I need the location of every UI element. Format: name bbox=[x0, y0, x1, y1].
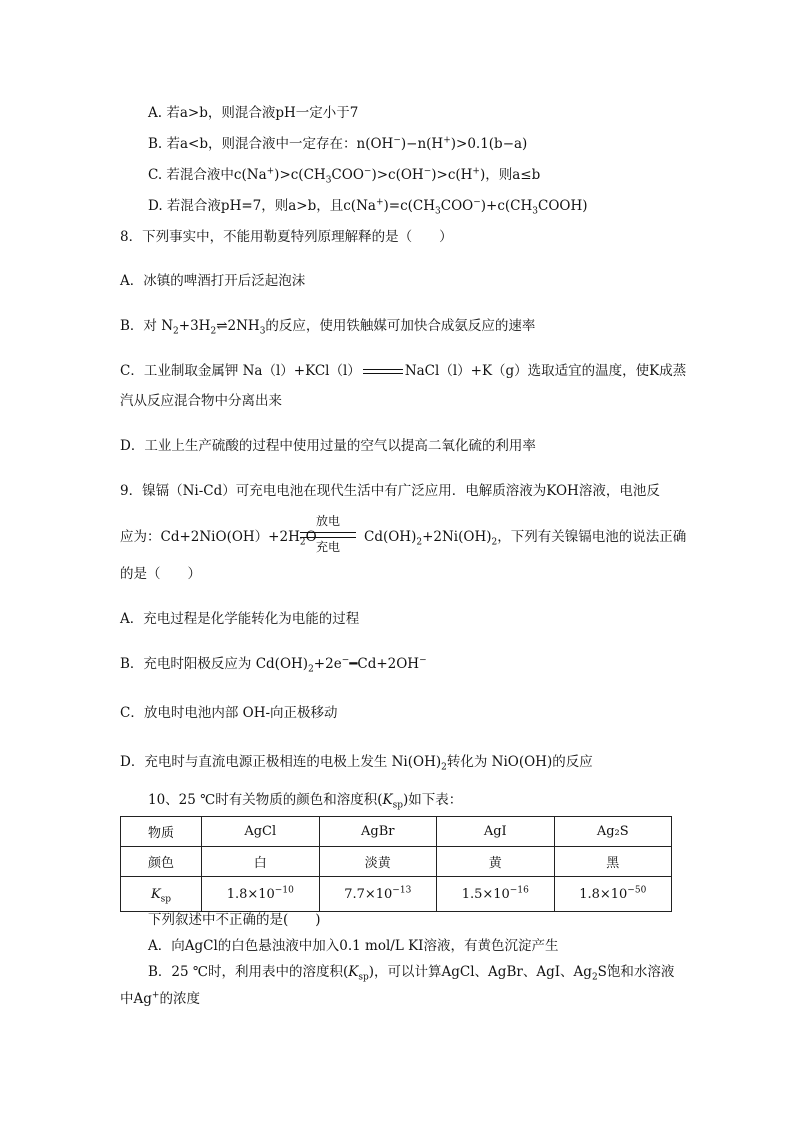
table-cell: AgBr bbox=[319, 817, 437, 847]
condition-discharge: 放电 bbox=[315, 514, 340, 528]
q9-stem-line2-right: $Cd(OH)_2+2Ni(OH)_2$，下列有关镍镉电池的说法正确 bbox=[364, 529, 687, 548]
table-cell: AgI bbox=[437, 817, 555, 847]
condition-charge: 充电 bbox=[315, 540, 340, 554]
q7-option-a: A. 若a>b，则混合液pH一定小于7 bbox=[148, 105, 359, 121]
arrow-top-icon bbox=[300, 532, 356, 533]
q8-option-a: A．冰镇的啤酒打开后泛起泡沫 bbox=[120, 273, 306, 289]
table-row bbox=[121, 877, 672, 912]
table-cell: $1.8\times 10^{-10}$ bbox=[202, 877, 320, 912]
table-cell: $7.7\times 10^{-13}$ bbox=[319, 877, 437, 912]
q8-option-d: D．工业上生产硫酸的过程中使用过量的空气以提高二氧化硫的利用率 bbox=[120, 438, 536, 454]
q10-sub-stem: 下列叙述中不正确的是( ) bbox=[148, 912, 321, 928]
q8-option-c: C．工业制取金属钾 Na（l）+KCl（l） NaCl（l）+K（g）选取适宜的温度，使K成蒸 bbox=[120, 363, 687, 379]
q8-option-b: B．对 $N_2+3H_2\rightleftharpoons 2NH_3$的反应，使用铁触媒可加快合成氨反应的速率 bbox=[120, 318, 536, 337]
equilibrium-arrow-icon bbox=[363, 365, 403, 379]
q9-option-c: C．放电时电池内部 OH-向正极移动 bbox=[120, 705, 338, 721]
q7-option-d: D. 若混合液pH=7，则a>b，且$c(Na^+)=c(CH_3COO^-)+c(CH_3COOH)$ bbox=[148, 197, 588, 217]
table-cell: $K_{sp}$ bbox=[121, 877, 202, 912]
q10-option-a: A．向AgCl的白色悬浊液中加入0.1 mol/L KI溶液，有黄色沉淀产生 bbox=[148, 938, 559, 954]
table-row bbox=[121, 847, 672, 877]
table-cell: $1.8\times 10^{-50}$ bbox=[554, 877, 672, 912]
q9-stem-line2-left: 应为：$Cd+2NiO(OH)+2H_2O$ bbox=[120, 529, 317, 548]
q10-option-b-line2: 中Ag+的浓度 bbox=[120, 990, 200, 1007]
q9-option-d: D．充电时与直流电源正极相连的电极上发生 $Ni(OH)_2$转化为 NiO(OH)的反应 bbox=[120, 754, 593, 773]
table-cell: 物质 bbox=[121, 817, 202, 847]
q9-option-b: B．充电时阳极反应为 $Cd(OH)_2+2e^-━Cd+2OH^-$ bbox=[120, 655, 427, 675]
reaction-condition-arrow bbox=[296, 514, 360, 558]
q7-option-c: C. 若混合液中$c(Na^+)>c(CH_3COO^-)>c(OH^-)>c(H^+)$，则a≤b bbox=[148, 166, 541, 186]
q10-option-b: B．25 ℃时，利用表中的溶度积$(K_{sp})$，可以计算AgCl、AgBr、AgI、$Ag_2S$饱和水溶液 bbox=[148, 964, 675, 983]
table-cell: $1.5\times 10^{-16}$ bbox=[437, 877, 555, 912]
table-cell: 淡黄 bbox=[319, 847, 437, 877]
table-cell: 黄 bbox=[437, 847, 555, 877]
q9-option-a: A．充电过程是化学能转化为电能的过程 bbox=[120, 611, 360, 627]
table-row bbox=[121, 817, 672, 847]
q8-option-c-line2: 汽从反应混合物中分离出来 bbox=[120, 393, 282, 409]
table-cell: AgCl bbox=[202, 817, 320, 847]
q7-option-b: B. 若a<b，则混合液中一定存在：n(OH−)−n(H+)>0.1(b−a) bbox=[148, 135, 528, 152]
table-cell: Ag₂S bbox=[554, 817, 672, 847]
q9-stem-line1: 9．镍镉（Ni-Cd）可充电电池在现代生活中有广泛应用．电解质溶液为KOH溶液，电池反 bbox=[120, 483, 660, 499]
table-cell: 白 bbox=[202, 847, 320, 877]
q8-stem: 8．下列事实中，不能用勒夏特列原理解释的是（ ） bbox=[120, 229, 453, 245]
arrow-bottom-icon bbox=[300, 537, 356, 538]
ksp-table bbox=[120, 816, 672, 912]
q10-stem: 10、25 ℃时有关物质的颜色和溶度积$(K_{sp})$如下表： bbox=[148, 792, 463, 811]
table-cell: 黑 bbox=[554, 847, 672, 877]
table-cell: 颜色 bbox=[121, 847, 202, 877]
q9-stem-line3: 的是（ ） bbox=[120, 566, 201, 582]
